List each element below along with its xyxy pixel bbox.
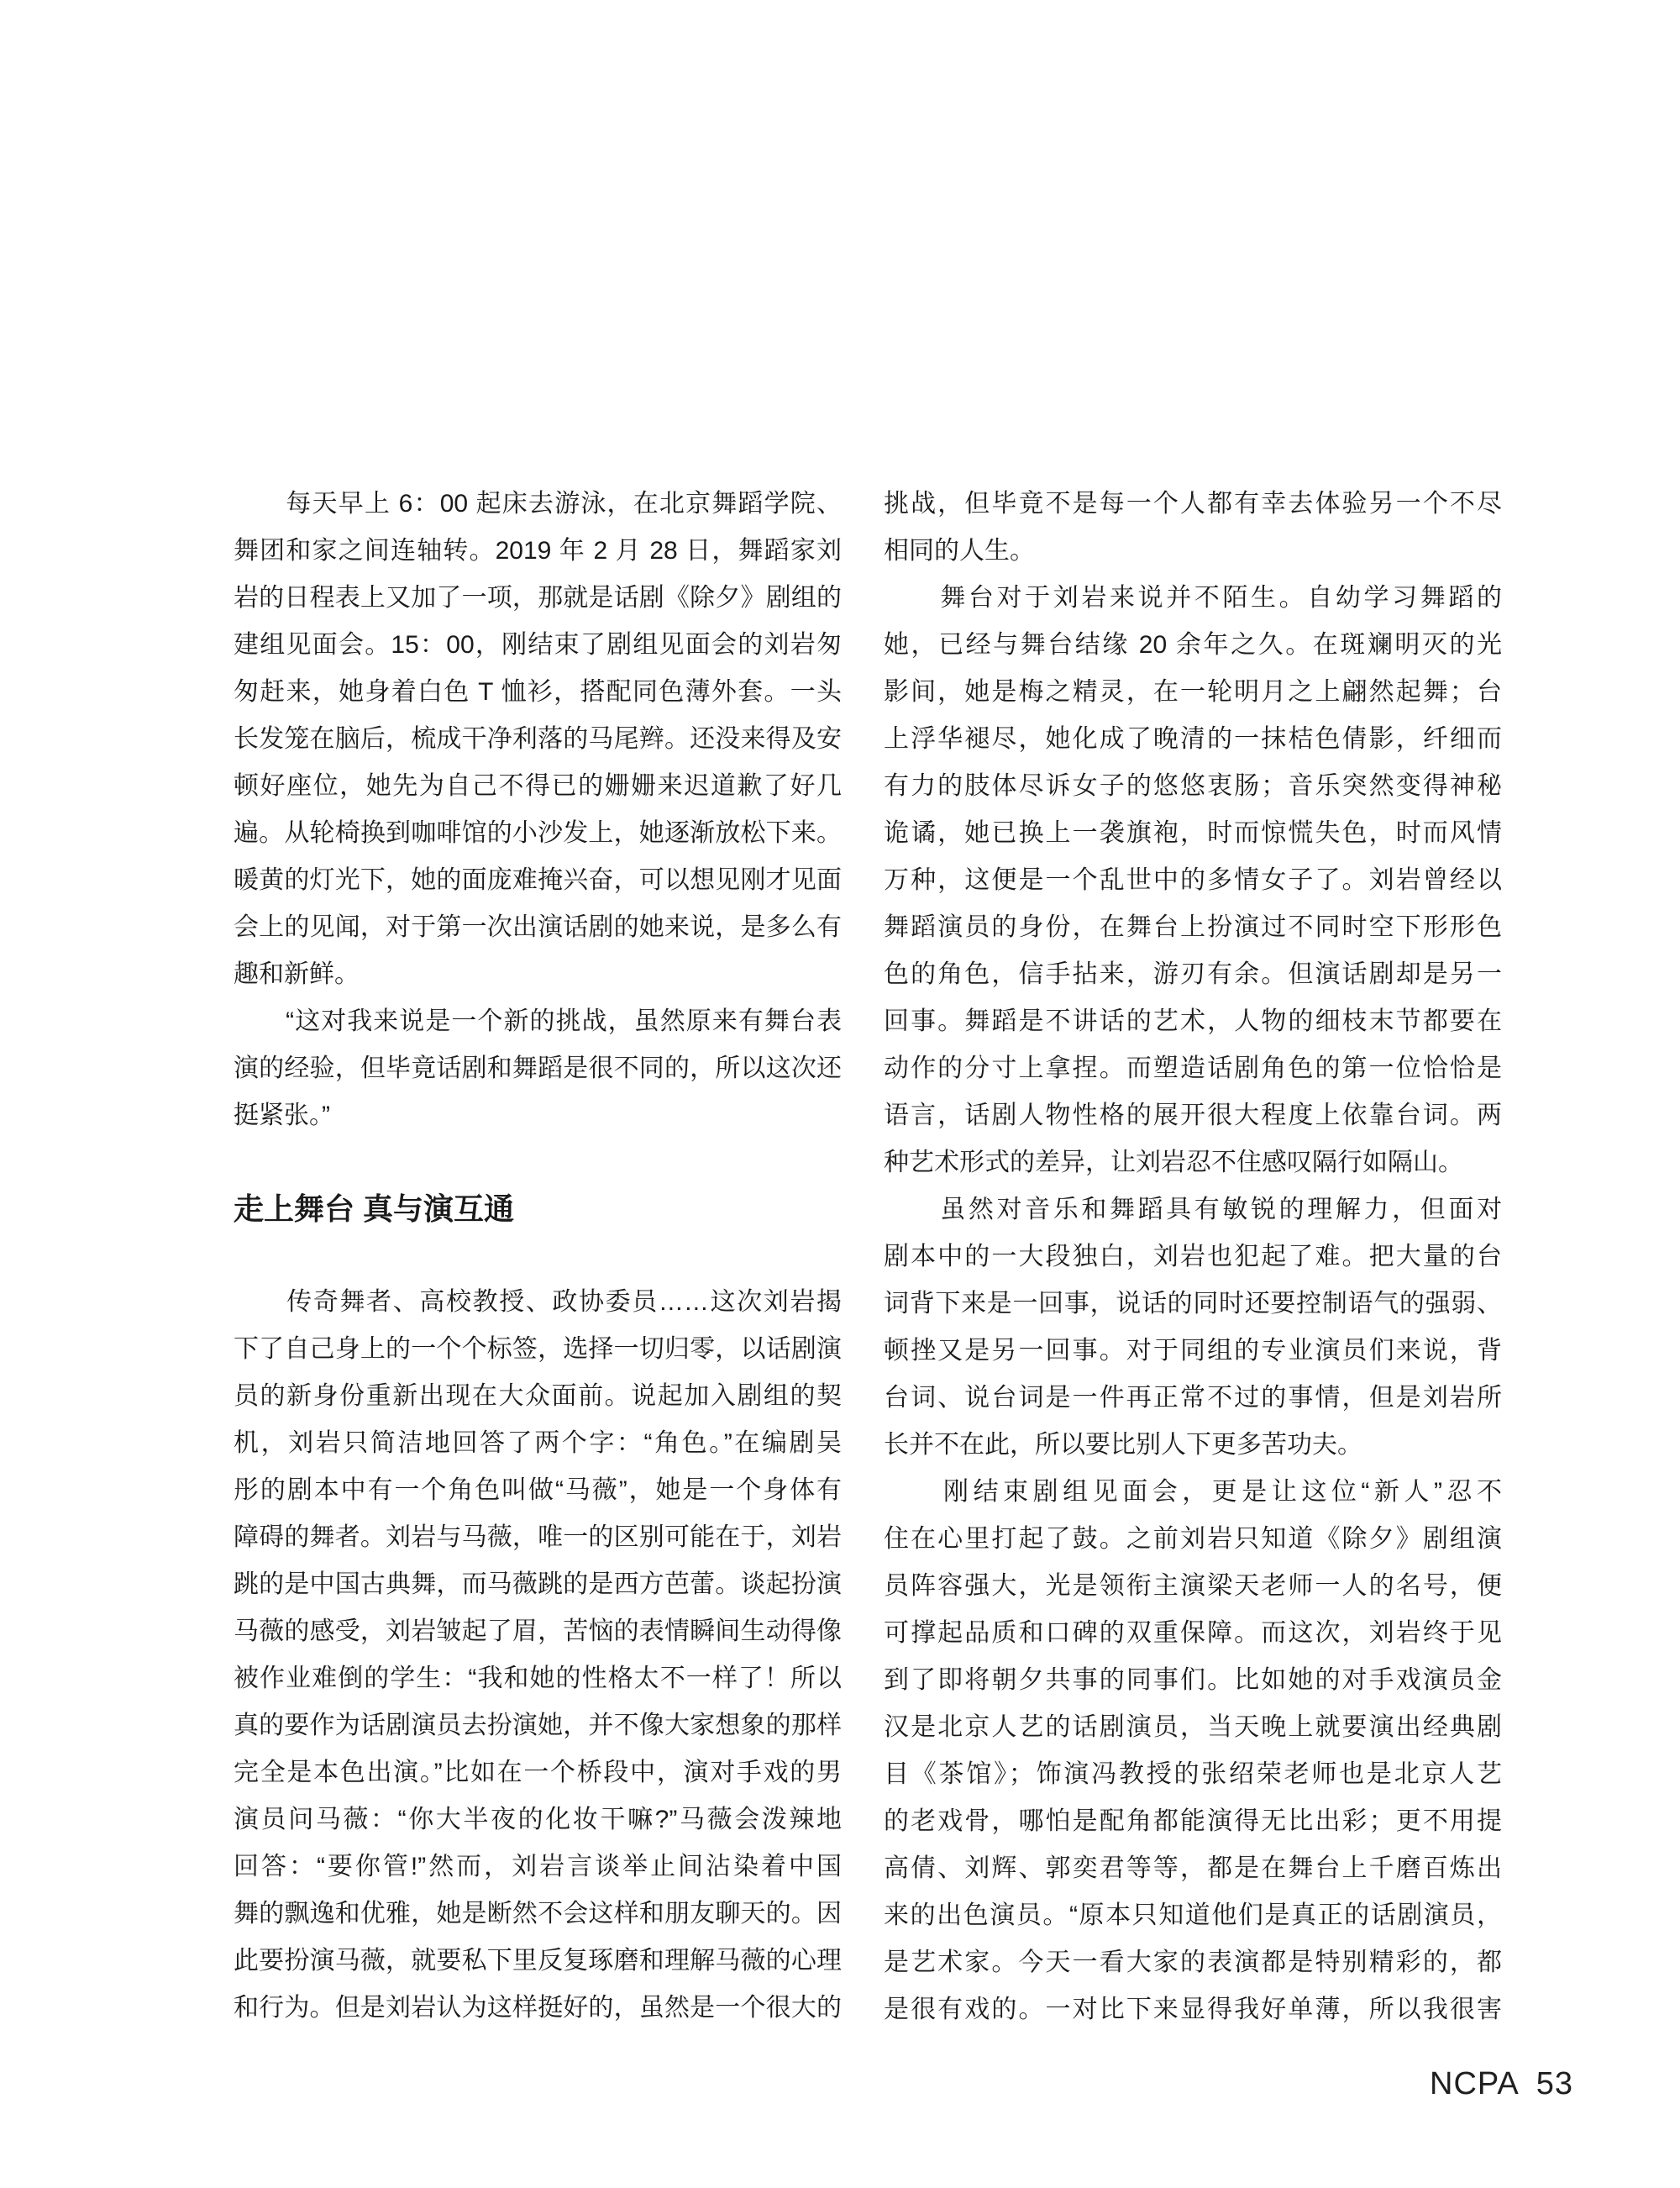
text-line: 和行为。但是刘岩认为这样挺好的，虽然是一个很大的	[234, 1994, 842, 2022]
text-line: 员的新身份重新出现在大众面前。说起加入剧组的契	[234, 1382, 842, 1410]
text-line: 住在心里打起了鼓。之前刘岩只知道《除夕》剧组演	[884, 1525, 1502, 1553]
text-line: 被作业难倒的学生：“我和她的性格太不一样了！所以	[234, 1665, 842, 1692]
text-line: 演的经验，但毕竟话剧和舞蹈是很不同的，所以这次还	[234, 1055, 842, 1082]
text-line: 的老戏骨，哪怕是配角都能演得无比出彩；更不用提	[884, 1807, 1502, 1835]
text-line: 虽然对音乐和舞蹈具有敏锐的理解力，但面对	[884, 1196, 1502, 1223]
text-line: 顿好座位，她先为自己不得已的姗姗来迟道歉了好几	[234, 772, 842, 800]
text-line: 传奇舞者、高校教授、政协委员……这次刘岩揭	[234, 1288, 842, 1316]
text-line: 影间，她是梅之精灵，在一轮明月之上翩然起舞；台	[884, 678, 1502, 706]
text-line: 彤的剧本中有一个角色叫做“马薇”，她是一个身体有	[234, 1476, 842, 1504]
text-line: 诡谲，她已换上一袭旗袍，时而惊慌失色，时而风情	[884, 819, 1502, 847]
text-line: 建组见面会。15：00，刚结束了剧组见面会的刘岩匆	[234, 631, 842, 659]
paragraph	[234, 1279, 842, 2032]
text-line: 到了即将朝夕共事的同事们。比如她的对手戏演员金	[884, 1666, 1502, 1694]
text-line: 是艺术家。今天一看大家的表演都是特别精彩的，都	[884, 1949, 1502, 1976]
paragraph	[884, 1469, 1502, 2033]
text-line: 障碍的舞者。刘岩与马薇，唯一的区别可能在于，刘岩	[234, 1523, 842, 1551]
text-line: 目《茶馆》；饰演冯教授的张绍荣老师也是北京人艺	[884, 1760, 1502, 1788]
text-line: 趣和新鲜。	[234, 960, 360, 988]
text-line: 万种，这便是一个乱世中的多情女子了。刘岩曾经以	[884, 866, 1502, 894]
section-heading: 走上舞台 真与演互通	[234, 1191, 515, 1226]
paragraph	[234, 998, 842, 1139]
text-line: 会上的见闻，对于第一次出演话剧的她来说，是多么有	[234, 913, 842, 941]
text-line: 回事。舞蹈是不讲话的艺术，人物的细枝末节都要在	[884, 1007, 1502, 1035]
text-line: 员阵容强大，光是领衔主演梁天老师一人的名号，便	[884, 1572, 1502, 1600]
text-line: 色的角色，信手拈来，游刃有余。但演话剧却是另一	[884, 960, 1502, 988]
text-line: 可撑起品质和口碑的双重保障。而这次，刘岩终于见	[884, 1619, 1502, 1647]
text-line: 剧本中的一大段独白，刘岩也犯起了难。把大量的台	[884, 1243, 1502, 1270]
text-line: 舞团和家之间连轴转。2019 年 2 月 28 日，舞蹈家刘	[234, 537, 842, 565]
text-line: 有力的肢体尽诉女子的悠悠衷肠；音乐突然变得神秘	[884, 772, 1502, 800]
text-line: 舞蹈演员的身份，在舞台上扮演过不同时空下形形色	[884, 913, 1502, 941]
text-line: 匆赶来，她身着白色 T 恤衫，搭配同色薄外套。一头	[234, 678, 842, 706]
text-line: 刚结束剧组见面会，更是让这位“新人”忍不	[884, 1478, 1502, 1506]
footer-brand: NCPA	[1430, 2066, 1520, 2101]
text-line: 挺紧张。”	[234, 1102, 330, 1129]
text-line: 舞的飘逸和优雅，她是断然不会这样和朋友聊天的。因	[234, 1900, 842, 1928]
text-line: “这对我来说是一个新的挑战，虽然原来有舞台表	[234, 1007, 842, 1035]
right-column	[884, 481, 1502, 2033]
text-line: 顿挫又是另一回事。对于同组的专业演员们来说，背	[884, 1337, 1502, 1365]
text-line: 遍。从轮椅换到咖啡馆的小沙发上，她逐渐放松下来。	[234, 819, 842, 847]
text-line: 词背下来是一回事，说话的同时还要控制语气的强弱、	[884, 1290, 1502, 1318]
text-line: 真的要作为话剧演员去扮演她，并不像大家想象的那样	[234, 1712, 842, 1739]
text-line: 上浮华褪尽，她化成了晚清的一抹桔色倩影，纤细而	[884, 725, 1502, 753]
page-footer	[1430, 2068, 1573, 2100]
footer-page-number: 53	[1536, 2066, 1574, 2101]
paragraph	[234, 481, 842, 998]
text-line: 完全是本色出演。”比如在一个桥段中，演对手戏的男	[234, 1759, 842, 1786]
text-line: 长发笼在脑后，梳成干净利落的马尾辫。还没来得及安	[234, 725, 842, 753]
text-line: 语言，话剧人物性格的展开很大程度上依靠台词。两	[884, 1102, 1502, 1129]
text-line: 台词、说台词是一件再正常不过的事情，但是刘岩所	[884, 1384, 1502, 1412]
text-line: 她，已经与舞台结缘 20 余年之久。在斑斓明灭的光	[884, 631, 1502, 659]
text-line: 长并不在此，所以要比别人下更多苦功夫。	[884, 1431, 1362, 1459]
text-line: 马薇的感受，刘岩皱起了眉，苦恼的表情瞬间生动得像	[234, 1617, 842, 1645]
text-line: 此要扮演马薇，就要私下里反复琢磨和理解马薇的心理	[234, 1947, 842, 1975]
text-line: 汉是北京人艺的话剧演员，当天晚上就要演出经典剧	[884, 1713, 1502, 1741]
paragraph	[884, 575, 1502, 1186]
text-line: 动作的分寸上拿捏。而塑造话剧角色的第一位恰恰是	[884, 1055, 1502, 1082]
text-line: 机，刘岩只简洁地回答了两个字：“角色。”在编剧吴	[234, 1429, 842, 1457]
paragraph	[884, 1186, 1502, 1469]
text-line: 每天早上 6：00 起床去游泳，在北京舞蹈学院、	[234, 490, 842, 518]
text-line: 是很有戏的。一对比下来显得我好单薄，所以我很害	[884, 1996, 1502, 2023]
text-line: 回答：“要你管!”然而，刘岩言谈举止间沾染着中国	[234, 1853, 842, 1880]
text-line: 跳的是中国古典舞，而马薇跳的是西方芭蕾。谈起扮演	[234, 1570, 842, 1598]
text-line: 种艺术形式的差异，让刘岩忍不住感叹隔行如隔山。	[884, 1149, 1463, 1176]
text-line: 下了自己身上的一个个标签，选择一切归零，以话剧演	[234, 1335, 842, 1363]
text-line: 高倩、刘辉、郭奕君等等，都是在舞台上千磨百炼出	[884, 1854, 1502, 1882]
text-line: 岩的日程表上又加了一项，那就是话剧《除夕》剧组的	[234, 584, 842, 612]
left-column	[234, 481, 842, 2032]
text-line: 舞台对于刘岩来说并不陌生。自幼学习舞蹈的	[884, 584, 1502, 612]
text-line: 来的出色演员。“原本只知道他们是真正的话剧演员，	[884, 1901, 1502, 1929]
paragraph	[884, 481, 1502, 575]
text-line: 挑战，但毕竟不是每一个人都有幸去体验另一个不尽	[884, 490, 1502, 518]
text-line: 相同的人生。	[884, 537, 1035, 565]
text-line: 暖黄的灯光下，她的面庞难掩兴奋，可以想见刚才见面	[234, 866, 842, 894]
text-line: 演员问马薇：“你大半夜的化妆干嘛?”马薇会泼辣地	[234, 1806, 842, 1833]
